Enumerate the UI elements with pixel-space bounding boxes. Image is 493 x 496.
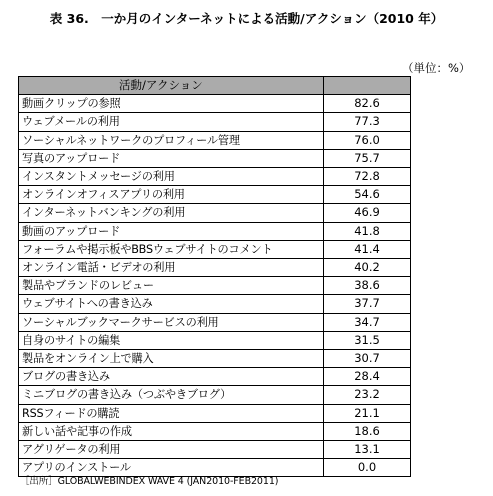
percentage-cell: 82.6: [324, 95, 411, 113]
activity-cell: ウェブサイトへの書き込み: [19, 295, 324, 313]
percentage-cell: 18.6: [324, 422, 411, 440]
percentage-cell: 76.0: [324, 131, 411, 149]
table-row: [19, 441, 411, 459]
percentage-cell: 28.4: [324, 368, 411, 386]
activity-cell: ソーシャルブックマークサービスの利用: [19, 313, 324, 331]
table-row: [19, 95, 411, 113]
activity-cell: 自身のサイトの編集: [19, 331, 324, 349]
activity-cell: 写真のアップロード: [19, 149, 324, 167]
activity-cell: ソーシャルネットワークのプロフィール管理: [19, 131, 324, 149]
table-row: [19, 259, 411, 277]
percentage-cell: 30.7: [324, 350, 411, 368]
activity-cell: インスタントメッセージの利用: [19, 168, 324, 186]
activity-table: [18, 76, 411, 477]
table-row: [19, 331, 411, 349]
table-body: [19, 95, 411, 477]
table-row: [19, 204, 411, 222]
percentage-cell: 31.5: [324, 331, 411, 349]
table-row: [19, 168, 411, 186]
table-title: 表 36. 一か月のインターネットによる活動/アクション（2010 年）: [49, 11, 444, 26]
percentage-cell: 13.1: [324, 441, 411, 459]
value-column-header: [324, 77, 411, 95]
table-row: [19, 240, 411, 258]
table-row: [19, 149, 411, 167]
table-row: [19, 295, 411, 313]
activity-cell: ウェブメールの利用: [19, 113, 324, 131]
table-row: [19, 222, 411, 240]
activity-cell: ミニブログの書き込み（つぶやきブログ）: [19, 386, 324, 404]
table-row: [19, 277, 411, 295]
activity-cell: 動画クリップの参照: [19, 95, 324, 113]
percentage-cell: 41.4: [324, 240, 411, 258]
percentage-cell: 37.7: [324, 295, 411, 313]
activity-cell: RSSフィードの購読: [19, 404, 324, 422]
table-row: [19, 368, 411, 386]
percentage-cell: 38.6: [324, 277, 411, 295]
activity-cell: 動画のアップロード: [19, 222, 324, 240]
activity-cell: フォーラムや掲示板やBBSウェブサイトのコメント: [19, 240, 324, 258]
percentage-cell: 21.1: [324, 404, 411, 422]
activity-cell: ブログの書き込み: [19, 368, 324, 386]
percentage-cell: 0.0: [324, 459, 411, 477]
activity-cell: 製品をオンライン上で購入: [19, 350, 324, 368]
percentage-cell: 75.7: [324, 149, 411, 167]
activity-cell: アプリのインストール: [19, 459, 324, 477]
percentage-cell: 72.8: [324, 168, 411, 186]
percentage-cell: 46.9: [324, 204, 411, 222]
table-row: [19, 386, 411, 404]
activity-cell: オンライン電話・ビデオの利用: [19, 259, 324, 277]
table-header-row: [19, 77, 411, 95]
table-row: [19, 422, 411, 440]
percentage-cell: 54.6: [324, 186, 411, 204]
activity-cell: 新しい話や記事の作成: [19, 422, 324, 440]
unit-label: （単位：%）: [402, 61, 471, 75]
activity-cell: アグリゲータの利用: [19, 441, 324, 459]
table-row: [19, 113, 411, 131]
table-row: [19, 186, 411, 204]
activity-column-header: 活動/アクション: [19, 77, 324, 95]
table-row: [19, 313, 411, 331]
percentage-cell: 34.7: [324, 313, 411, 331]
percentage-cell: 77.3: [324, 113, 411, 131]
table-row: [19, 350, 411, 368]
source-note: ［出所］GLOBALWEBINDEX WAVE 4 (JAN2010-FEB2011): [20, 476, 279, 487]
percentage-cell: 40.2: [324, 259, 411, 277]
table-row: [19, 404, 411, 422]
percentage-cell: 41.8: [324, 222, 411, 240]
percentage-cell: 23.2: [324, 386, 411, 404]
activity-cell: インターネットバンキングの利用: [19, 204, 324, 222]
activity-cell: 製品やブランドのレビュー: [19, 277, 324, 295]
table-row: [19, 131, 411, 149]
activity-cell: オンラインオフィスアプリの利用: [19, 186, 324, 204]
